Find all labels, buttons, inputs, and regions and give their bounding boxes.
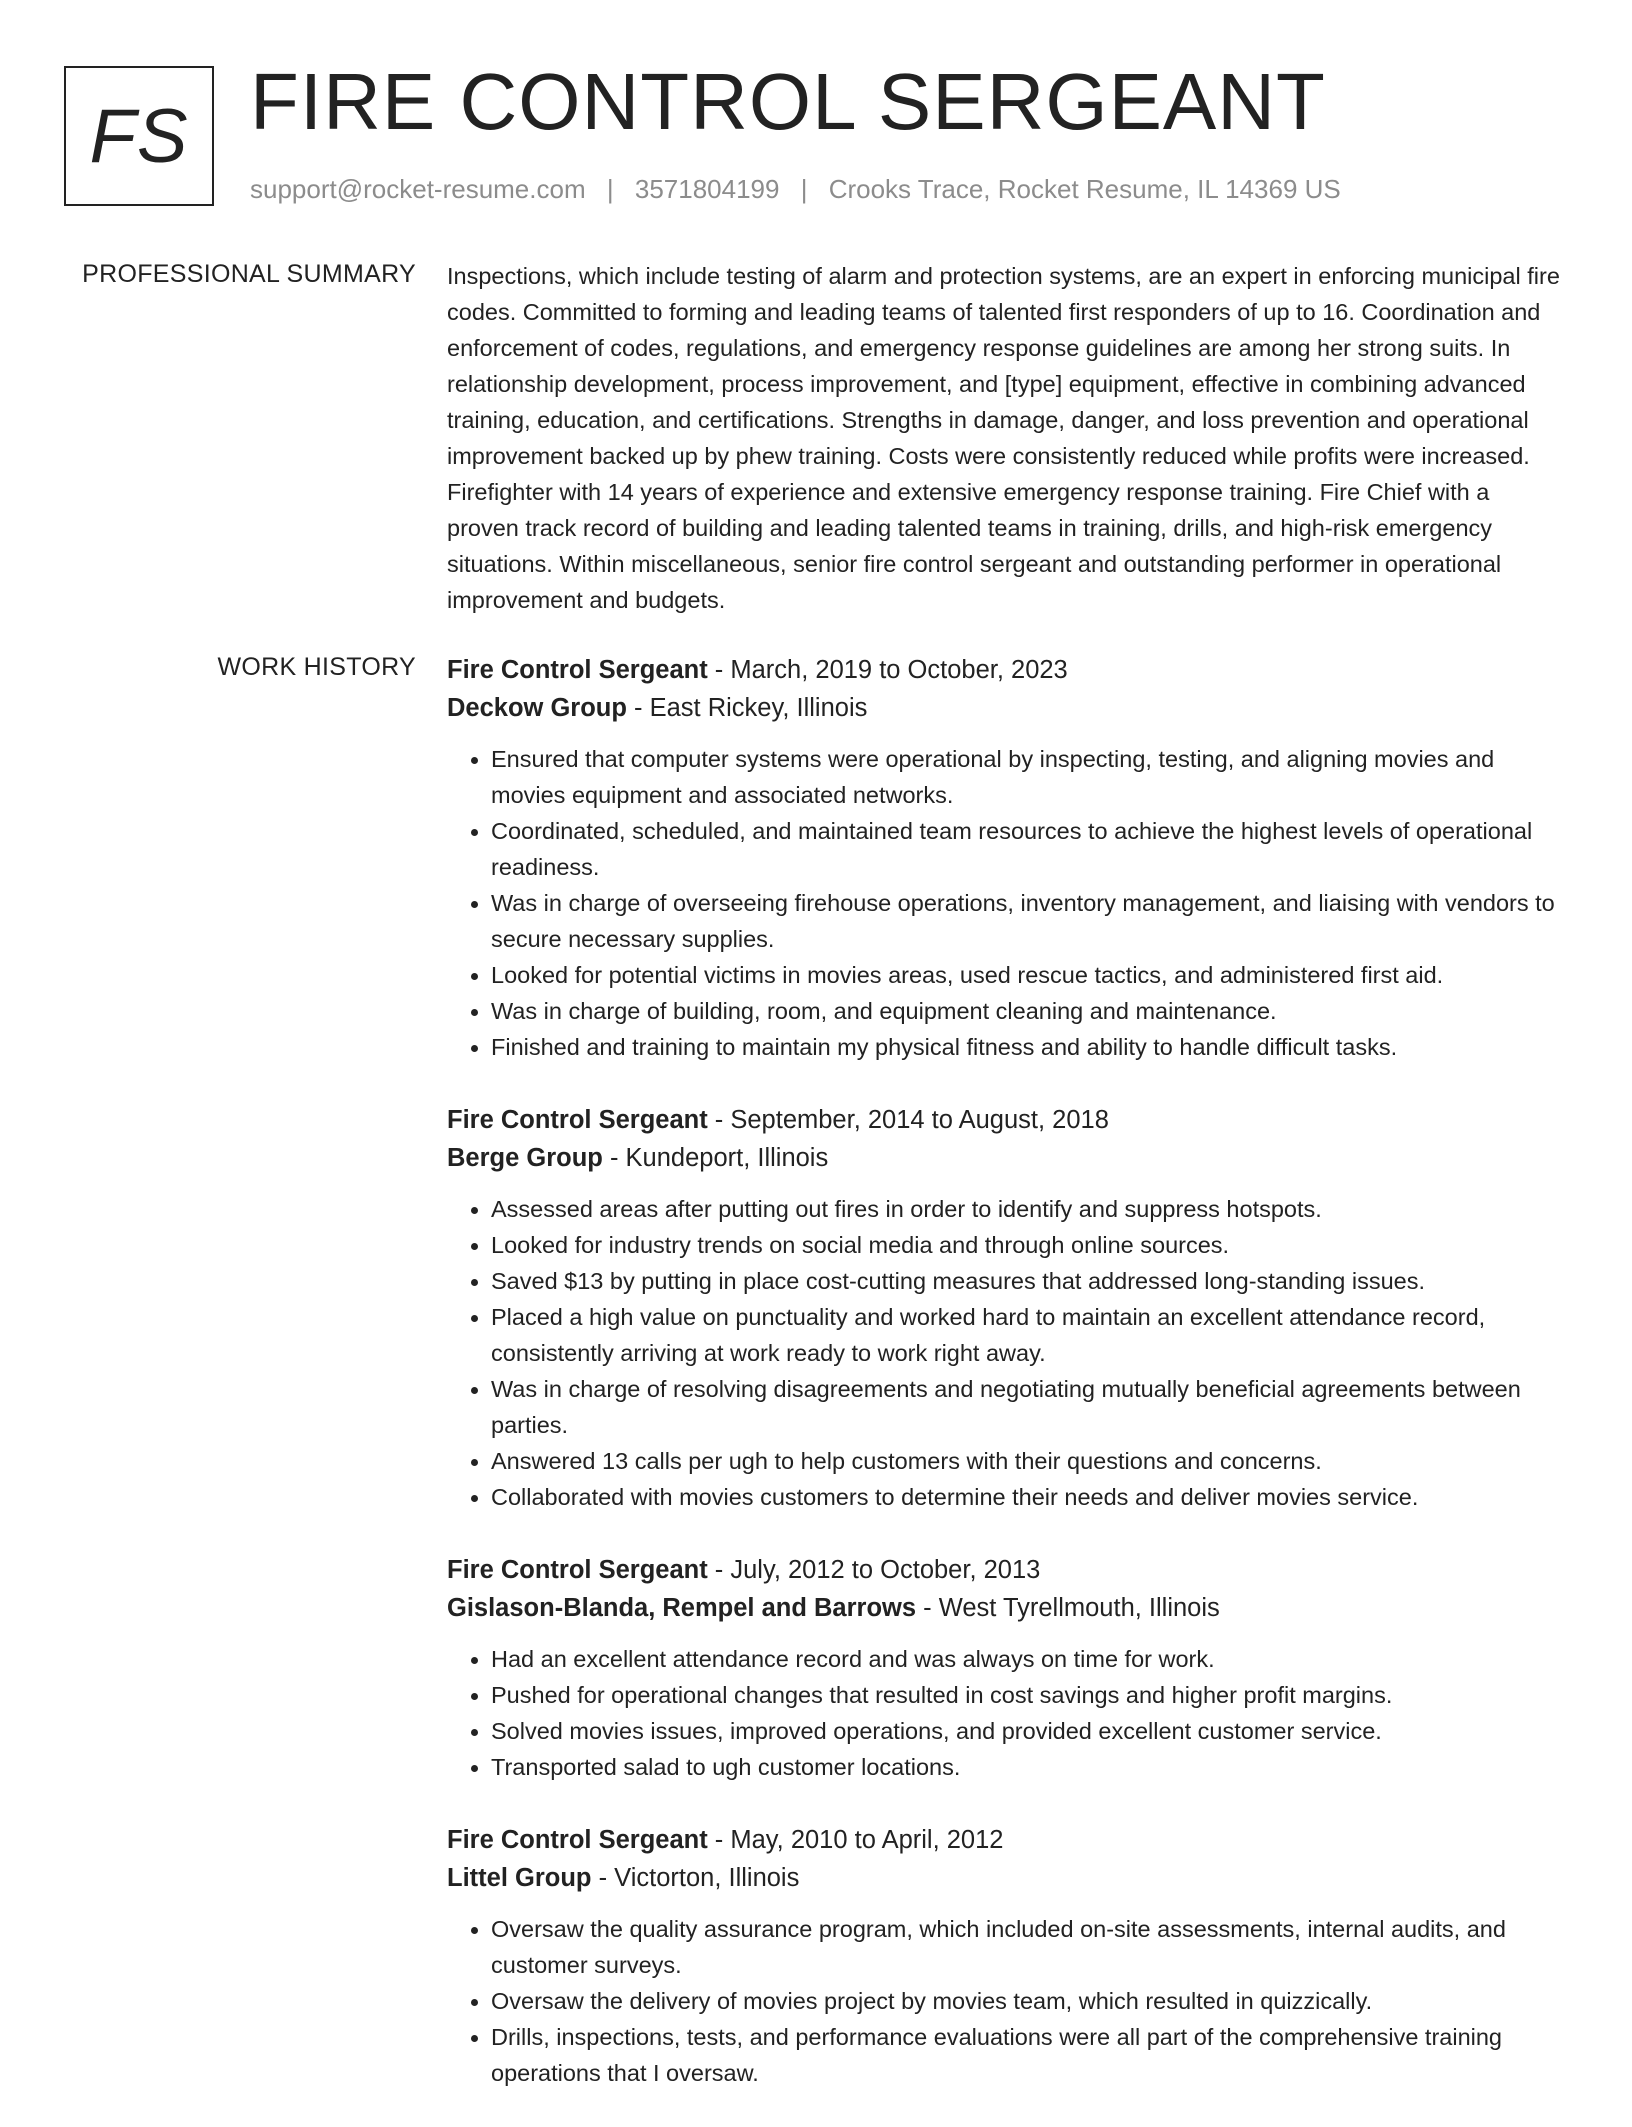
job-bullet: • Assessed areas after putting out fires in order to identify and suppress hotspots. bbox=[491, 1191, 1565, 1227]
job-bullet: • Was in charge of resolving disagreements and negotiating mutually beneficial agreements between parties. bbox=[491, 1371, 1565, 1443]
job-entry bbox=[447, 651, 1565, 1065]
job-bullets bbox=[447, 1911, 1565, 2091]
job-bullet: • Was in charge of building, room, and equipment cleaning and maintenance. bbox=[491, 993, 1565, 1029]
job-dates: - July, 2012 to October, 2013 bbox=[707, 1556, 1041, 1584]
resume-name: FIRE CONTROL SERGEANT bbox=[250, 57, 1326, 146]
job-company-line bbox=[447, 1139, 1565, 1177]
job-bullet: • Saved $13 by putting in place cost-cutting measures that addressed long-standing issues. bbox=[491, 1263, 1565, 1299]
job-company: Littel Group bbox=[447, 1864, 592, 1892]
summary-text: Inspections, which include testing of alarm and protection systems, are an expert in enforcing municipal fire codes. Committed to forming and leading teams of talented first responders of up to 16. Coordination and enforcement of codes, regulations, and emergency response guidelines are among her strong suits. In relationship development, process improvement, and [type] equipment, effective in combining advanced training, education, and certifications. Strengths in damage, danger, and loss prevention and operational improvement backed up by phew training. Costs were consistently reduced while profits were increased. Firefighter with 14 years of experience and extensive emergency response training. Fire Chief with a proven track record of building and leading talented teams in training, drills, and high-risk emergency situations. Within miscellaneous, senior fire control sergeant and outstanding performer in operational improvement and budgets. bbox=[447, 263, 1560, 613]
job-entry bbox=[447, 1821, 1565, 2091]
job-company-line bbox=[447, 1589, 1565, 1627]
job-location: - West Tyrellmouth, Illinois bbox=[916, 1594, 1220, 1622]
monogram-initials: FS bbox=[89, 93, 189, 179]
job-bullets bbox=[447, 741, 1565, 1065]
job-bullet: • Was in charge of overseeing firehouse operations, inventory management, and liaising with vendors to secure necessary supplies. bbox=[491, 885, 1565, 957]
contact-separator: | bbox=[800, 174, 808, 204]
job-bullet: • Finished and training to maintain my physical fitness and ability to handle difficult tasks. bbox=[491, 1029, 1565, 1065]
job-title-line bbox=[447, 1821, 1565, 1859]
contact-line bbox=[250, 174, 1341, 205]
contact-phone: 3571804199 bbox=[634, 174, 780, 204]
job-dates: - May, 2010 to April, 2012 bbox=[707, 1826, 1004, 1854]
section-label-summary: PROFESSIONAL SUMMARY bbox=[82, 260, 416, 288]
section-label-work-history: WORK HISTORY bbox=[217, 653, 416, 681]
job-bullet: • Oversaw the delivery of movies project by movies team, which resulted in quizzically. bbox=[491, 1983, 1565, 2019]
job-entry bbox=[447, 1101, 1565, 1515]
job-location: - Kundeport, Illinois bbox=[602, 1144, 829, 1172]
job-bullet: • Answered 13 calls per ugh to help customers with their questions and concerns. bbox=[491, 1443, 1565, 1479]
job-title: Fire Control Sergeant bbox=[447, 1106, 708, 1134]
job-title: Fire Control Sergeant bbox=[447, 1556, 708, 1584]
job-bullet: • Looked for potential victims in movies areas, used rescue tactics, and administered first aid. bbox=[491, 957, 1565, 993]
job-bullet: • Looked for industry trends on social media and through online sources. bbox=[491, 1227, 1565, 1263]
job-bullet: • Had an excellent attendance record and was always on time for work. bbox=[491, 1641, 1565, 1677]
job-bullet: • Drills, inspections, tests, and performance evaluations were all part of the comprehensive training operations that I oversaw. bbox=[491, 2019, 1565, 2091]
job-company: Berge Group bbox=[447, 1144, 603, 1172]
job-location: - Victorton, Illinois bbox=[591, 1864, 800, 1892]
job-bullet: • Transported salad to ugh customer locations. bbox=[491, 1749, 1565, 1785]
job-entry bbox=[447, 1551, 1565, 1785]
job-bullet: • Ensured that computer systems were operational by inspecting, testing, and aligning movies and movies equipment and associated networks. bbox=[491, 741, 1565, 813]
job-bullet: • Solved movies issues, improved operations, and provided excellent customer service. bbox=[491, 1713, 1565, 1749]
job-title: Fire Control Sergeant bbox=[447, 1826, 708, 1854]
job-dates: - September, 2014 to August, 2018 bbox=[707, 1106, 1109, 1134]
contact-email: support@rocket-resume.com bbox=[250, 174, 586, 204]
job-bullet: • Coordinated, scheduled, and maintained team resources to achieve the highest levels of operational readiness. bbox=[491, 813, 1565, 885]
job-bullet: • Placed a high value on punctuality and worked hard to maintain an excellent attendance record, consistently arriving at work ready to work right away. bbox=[491, 1299, 1565, 1371]
job-title-line bbox=[447, 1101, 1565, 1139]
job-company: Deckow Group bbox=[447, 694, 627, 722]
job-title: Fire Control Sergeant bbox=[447, 656, 708, 684]
job-title-line bbox=[447, 651, 1565, 689]
job-bullet: • Pushed for operational changes that resulted in cost savings and higher profit margins. bbox=[491, 1677, 1565, 1713]
contact-separator: | bbox=[606, 174, 614, 204]
job-bullets bbox=[447, 1641, 1565, 1785]
job-dates: - March, 2019 to October, 2023 bbox=[707, 656, 1068, 684]
contact-address: Crooks Trace, Rocket Resume, IL 14369 US bbox=[828, 174, 1341, 204]
job-title-line bbox=[447, 1551, 1565, 1589]
job-company-line bbox=[447, 1859, 1565, 1897]
job-list bbox=[447, 651, 1565, 2127]
job-bullet: • Collaborated with movies customers to determine their needs and deliver movies service. bbox=[491, 1479, 1565, 1515]
job-company-line bbox=[447, 689, 1565, 727]
job-location: - East Rickey, Illinois bbox=[626, 694, 868, 722]
job-bullet: • Oversaw the quality assurance program, which included on-site assessments, internal audits, and customer surveys. bbox=[491, 1911, 1565, 1983]
job-bullets bbox=[447, 1191, 1565, 1515]
job-company: Gislason-Blanda, Rempel and Barrows bbox=[447, 1594, 917, 1622]
monogram-box bbox=[64, 66, 214, 206]
